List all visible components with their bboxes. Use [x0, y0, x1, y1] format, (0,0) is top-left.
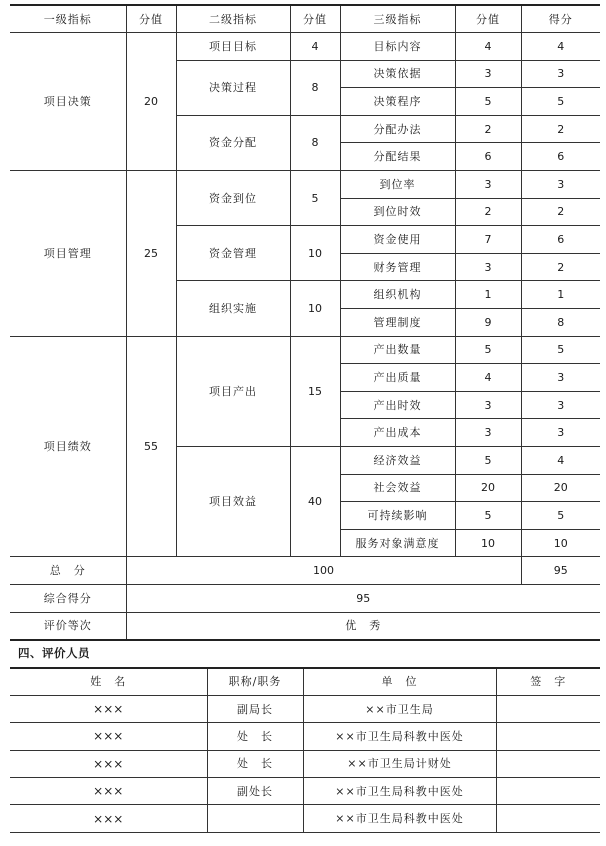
- staff-header-title: 职称/职务: [207, 668, 303, 695]
- staff-name: ×××: [10, 695, 207, 722]
- level3-result: 3: [521, 364, 600, 392]
- total-label: 总 分: [10, 557, 126, 585]
- staff-unit: ××市卫生局科教中医处: [303, 805, 496, 832]
- level1-score: 25: [126, 171, 176, 337]
- staff-table: [10, 667, 600, 833]
- level3-name: 资金使用: [340, 226, 455, 254]
- level3-result: 2: [521, 198, 600, 226]
- level3-result: 5: [521, 336, 600, 364]
- staff-row: [10, 805, 600, 832]
- level3-score: 5: [455, 502, 521, 530]
- level3-name: 组织机构: [340, 281, 455, 309]
- section-heading: 四、评价人员: [18, 646, 90, 660]
- staff-title: [207, 805, 303, 832]
- header-level3: 三级指标: [340, 5, 455, 33]
- score-table: [10, 4, 600, 641]
- staff-signature: [496, 750, 600, 777]
- staff-name: ×××: [10, 778, 207, 805]
- level3-score: 5: [455, 336, 521, 364]
- level2-name: 项目目标: [176, 33, 290, 61]
- header-level1: 一级指标: [10, 5, 126, 33]
- level3-score: 20: [455, 474, 521, 502]
- level3-name: 财务管理: [340, 253, 455, 281]
- staff-title: 处 长: [207, 750, 303, 777]
- staff-row: [10, 723, 600, 750]
- staff-unit: ××市卫生局计财处: [303, 750, 496, 777]
- staff-unit: ××市卫生局科教中医处: [303, 723, 496, 750]
- level2-name: 决策过程: [176, 60, 290, 115]
- level1-name: 项目决策: [10, 33, 126, 171]
- header-score3: 分值: [455, 5, 521, 33]
- header-score1: 分值: [126, 5, 176, 33]
- level3-name: 目标内容: [340, 33, 455, 61]
- level3-name: 可持续影响: [340, 502, 455, 530]
- level3-result: 5: [521, 502, 600, 530]
- level3-name: 社会效益: [340, 474, 455, 502]
- staff-unit: ××市卫生局科教中医处: [303, 778, 496, 805]
- level3-score: 1: [455, 281, 521, 309]
- level3-name: 产出数量: [340, 336, 455, 364]
- level3-name: 分配办法: [340, 115, 455, 143]
- composite-value: 95: [126, 584, 600, 612]
- staff-name: ×××: [10, 750, 207, 777]
- level3-result: 4: [521, 447, 600, 475]
- staff-signature: [496, 805, 600, 832]
- level3-score: 3: [455, 253, 521, 281]
- total-row: [10, 557, 600, 585]
- staff-signature: [496, 695, 600, 722]
- level2-score: 10: [290, 281, 340, 336]
- level3-result: 10: [521, 529, 600, 557]
- level3-result: 1: [521, 281, 600, 309]
- total-score: 100: [126, 557, 521, 585]
- table-row: [10, 336, 600, 364]
- level3-name: 到位时效: [340, 198, 455, 226]
- level3-score: 4: [455, 33, 521, 61]
- level3-score: 3: [455, 60, 521, 88]
- level3-score: 2: [455, 198, 521, 226]
- level3-name: 经济效益: [340, 447, 455, 475]
- staff-name: ×××: [10, 805, 207, 832]
- level3-name: 产出时效: [340, 391, 455, 419]
- level2-score: 5: [290, 171, 340, 226]
- level2-score: 15: [290, 336, 340, 446]
- level3-result: 5: [521, 88, 600, 116]
- level3-result: 4: [521, 33, 600, 61]
- level3-name: 产出成本: [340, 419, 455, 447]
- level3-result: 2: [521, 115, 600, 143]
- composite-row: [10, 584, 600, 612]
- staff-row: [10, 695, 600, 722]
- level2-name: 组织实施: [176, 281, 290, 336]
- level3-score: 3: [455, 419, 521, 447]
- total-result: 95: [521, 557, 600, 585]
- grade-row: [10, 612, 600, 640]
- staff-header-unit: 单 位: [303, 668, 496, 695]
- level3-score: 4: [455, 364, 521, 392]
- staff-title: 处 长: [207, 723, 303, 750]
- level3-result: 3: [521, 391, 600, 419]
- staff-title: 副处长: [207, 778, 303, 805]
- level1-score: 20: [126, 33, 176, 171]
- header-result: 得分: [521, 5, 600, 33]
- staff-signature: [496, 778, 600, 805]
- level3-result: 3: [521, 60, 600, 88]
- staff-row: [10, 750, 600, 777]
- level3-name: 到位率: [340, 171, 455, 199]
- level3-name: 决策依据: [340, 60, 455, 88]
- level2-name: 资金管理: [176, 226, 290, 281]
- header-level2: 二级指标: [176, 5, 290, 33]
- level2-score: 40: [290, 447, 340, 557]
- level3-result: 8: [521, 309, 600, 337]
- staff-row: [10, 778, 600, 805]
- staff-header-name: 姓 名: [10, 668, 207, 695]
- staff-unit: ××市卫生局: [303, 695, 496, 722]
- level3-name: 分配结果: [340, 143, 455, 171]
- composite-label: 综合得分: [10, 584, 126, 612]
- level3-name: 服务对象满意度: [340, 529, 455, 557]
- level3-result: 3: [521, 419, 600, 447]
- level3-score: 6: [455, 143, 521, 171]
- level3-score: 10: [455, 529, 521, 557]
- level3-name: 决策程序: [340, 88, 455, 116]
- level2-score: 4: [290, 33, 340, 61]
- level3-score: 3: [455, 391, 521, 419]
- level3-result: 6: [521, 226, 600, 254]
- grade-label: 评价等次: [10, 612, 126, 640]
- level2-score: 10: [290, 226, 340, 281]
- level3-score: 2: [455, 115, 521, 143]
- staff-title: 副局长: [207, 695, 303, 722]
- level2-name: 资金到位: [176, 171, 290, 226]
- level3-result: 2: [521, 253, 600, 281]
- level1-name: 项目管理: [10, 171, 126, 337]
- header-score2: 分值: [290, 5, 340, 33]
- grade-value: 优 秀: [126, 612, 600, 640]
- level3-result: 20: [521, 474, 600, 502]
- table-row: [10, 171, 600, 199]
- level3-name: 产出质量: [340, 364, 455, 392]
- level3-result: 6: [521, 143, 600, 171]
- staff-name: ×××: [10, 723, 207, 750]
- level2-name: 项目效益: [176, 447, 290, 557]
- table-row: [10, 33, 600, 61]
- level2-score: 8: [290, 60, 340, 115]
- header-row: [10, 5, 600, 33]
- level3-score: 5: [455, 88, 521, 116]
- staff-header-sign: 签 字: [496, 668, 600, 695]
- level1-score: 55: [126, 336, 176, 557]
- staff-signature: [496, 723, 600, 750]
- level1-name: 项目绩效: [10, 336, 126, 557]
- level3-score: 9: [455, 309, 521, 337]
- level2-score: 8: [290, 115, 340, 170]
- level3-name: 管理制度: [340, 309, 455, 337]
- staff-header-row: [10, 668, 600, 695]
- level3-result: 3: [521, 171, 600, 199]
- level3-score: 7: [455, 226, 521, 254]
- level3-score: 5: [455, 447, 521, 475]
- level2-name: 项目产出: [176, 336, 290, 446]
- level2-name: 资金分配: [176, 115, 290, 170]
- level3-score: 3: [455, 171, 521, 199]
